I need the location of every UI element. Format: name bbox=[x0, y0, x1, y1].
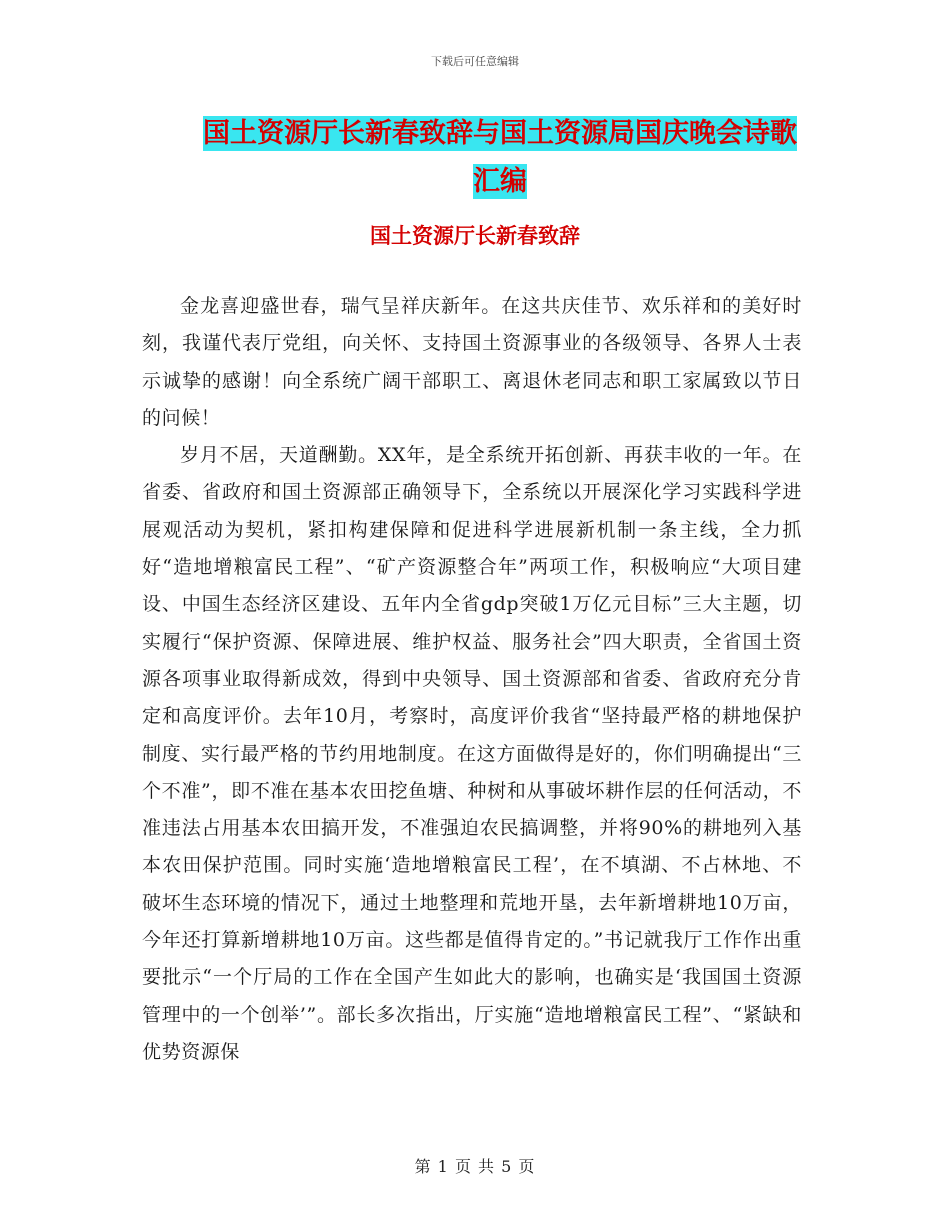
document-body bbox=[142, 288, 802, 1071]
paragraph-1: 金龙喜迎盛世春，瑞气呈祥庆新年。在这共庆佳节、欢乐祥和的美好时刻，我谨代表厅党组，向关怀、支持国土资源事业的各级领导、各界人士表示诚挚的感谢！向全系统广阔干部职工、离退休老同志和职工家属致以节日的问候！ bbox=[142, 295, 802, 429]
header-note: 下载后可任意编辑 bbox=[431, 55, 519, 68]
document-title-text: 国土资源厅长新春致辞与国土资源局国庆晚会诗歌汇编 bbox=[203, 118, 797, 197]
document-title bbox=[190, 110, 810, 206]
section-title: 国土资源厅长新春致辞 bbox=[370, 223, 580, 248]
paragraph-2: 岁月不居，天道酬勤。XX年，是全系统开拓创新、再获丰收的一年。在省委、省政府和国土资源部正确领导下，全系统以开展深化学习实践科学进展观活动为契机，紧扣构建保障和促进科学进展新机制一条主线，全力抓好“造地增粮富民工程”、“矿产资源整合年”两项工作，积极响应“大项目建设、中国生态经济区建设、五年内全省gdp突破1万亿元目标”三大主题，切实履行“保护资源、保障进展、维护权益、服务社会”四大职责，全省国土资源各项事业取得新成效，得到中央领导、国土资源部和省委、省政府充分肯定和高度评价。去年10月，考察时，高度评价我省“坚持最严格的耕地保护制度、实行最严格的节约用地制度。在这方面做得是好的，你们明确提出“三个不准”，即不准在基本农田挖鱼塘、种树和从事破坏耕作层的任何活动，不准违法占用基本农田搞开发，不准强迫农民搞调整，并将90%的耕地列入基本农田保护范围。同时实施‘造地增粮富民工程’，在不填湖、不占林地、不破坏生态环境的情况下，通过土地整理和荒地开垦，去年新增耕地10万亩，今年还打算新增耕地10万亩。这些都是值得肯定的。”书记就我厅工作作出重要批示“一个厅局的工作在全国产生如此大的影响，也确实是‘我国国土资源管理中的一个创举’”。部长多次指出，厅实施“造地增粮富民工程”、“紧缺和优势资源保 bbox=[142, 444, 802, 1063]
page-number: 第 1 页 共 5 页 bbox=[414, 1157, 536, 1176]
